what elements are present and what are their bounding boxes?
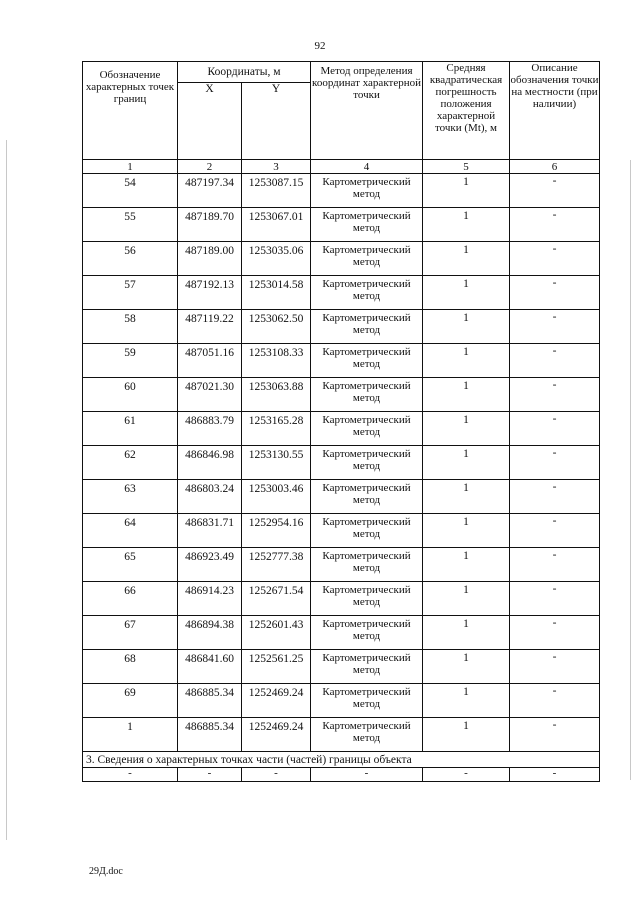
x-coordinate-cell: 487197.34 [178,174,242,208]
y-coordinate-cell: 1253062.50 [242,310,311,344]
error-cell: 1 [423,548,510,582]
section-3-cell: - [178,768,242,782]
section-3-cell: - [83,768,178,782]
y-coordinate-cell: 1252601.43 [242,616,311,650]
point-number-cell: 55 [83,208,178,242]
description-cell: - [510,310,600,344]
table-row [83,242,600,276]
error-cell: 1 [423,616,510,650]
error-cell: 1 [423,650,510,684]
x-coordinate-cell: 486883.79 [178,412,242,446]
page-number: 92 [314,40,326,52]
scan-edge-right [630,160,631,780]
method-cell: Картометрический метод [311,548,423,582]
section-3-cell: - [311,768,423,782]
table-row [83,718,600,752]
x-coordinate-cell: 487189.00 [178,242,242,276]
section-3-cell: - [510,768,600,782]
description-cell: - [510,480,600,514]
header-designation: Обозначение характерных точек границ [83,62,178,160]
method-cell: Картометрический метод [311,480,423,514]
description-cell: - [510,650,600,684]
y-coordinate-cell: 1253063.88 [242,378,311,412]
method-cell: Картометрический метод [311,650,423,684]
method-cell: Картометрический метод [311,446,423,480]
error-cell: 1 [423,276,510,310]
y-coordinate-cell: 1253003.46 [242,480,311,514]
section-3-cell: - [423,768,510,782]
y-coordinate-cell: 1252777.38 [242,548,311,582]
point-number-cell: 63 [83,480,178,514]
error-cell: 1 [423,446,510,480]
point-number-cell: 61 [83,412,178,446]
x-coordinate-cell: 486885.34 [178,718,242,752]
table-body [83,174,600,752]
x-coordinate-cell: 487192.13 [178,276,242,310]
point-number-cell: 65 [83,548,178,582]
table-row [83,310,600,344]
y-coordinate-cell: 1253165.28 [242,412,311,446]
x-coordinate-cell: 487189.70 [178,208,242,242]
description-cell: - [510,242,600,276]
description-cell: - [510,412,600,446]
y-coordinate-cell: 1252469.24 [242,718,311,752]
table-row [83,650,600,684]
point-number-cell: 58 [83,310,178,344]
x-coordinate-cell: 487051.16 [178,344,242,378]
method-cell: Картометрический метод [311,344,423,378]
y-coordinate-cell: 1252671.54 [242,582,311,616]
x-coordinate-cell: 486831.71 [178,514,242,548]
x-coordinate-cell: 486894.38 [178,616,242,650]
point-number-cell: 67 [83,616,178,650]
method-cell: Картометрический метод [311,412,423,446]
table-row [83,548,600,582]
header-coordinates: Координаты, м [178,62,311,83]
method-cell: Картометрический метод [311,514,423,548]
table-row [83,582,600,616]
method-cell: Картометрический метод [311,378,423,412]
header-method: Метод определения координат характерной точки [311,62,423,160]
column-number: 6 [510,160,600,174]
x-coordinate-cell: 486923.49 [178,548,242,582]
column-number: 1 [83,160,178,174]
point-number-cell: 56 [83,242,178,276]
y-coordinate-cell: 1252469.24 [242,684,311,718]
method-cell: Картометрический метод [311,174,423,208]
point-number-cell: 66 [83,582,178,616]
header-x: X [178,83,242,160]
point-number-cell: 62 [83,446,178,480]
error-cell: 1 [423,208,510,242]
section-3-cell: - [242,768,311,782]
method-cell: Картометрический метод [311,582,423,616]
error-cell: 1 [423,514,510,548]
error-cell: 1 [423,412,510,446]
method-cell: Картометрический метод [311,616,423,650]
error-cell: 1 [423,718,510,752]
y-coordinate-cell: 1252561.25 [242,650,311,684]
y-coordinate-cell: 1253035.06 [242,242,311,276]
y-coordinate-cell: 1252954.16 [242,514,311,548]
description-cell: - [510,548,600,582]
table-row [83,208,600,242]
footer-filename: 29Д.doc [89,866,123,877]
error-cell: 1 [423,582,510,616]
point-number-cell: 64 [83,514,178,548]
table-row [83,344,600,378]
description-cell: - [510,582,600,616]
point-number-cell: 57 [83,276,178,310]
column-number: 4 [311,160,423,174]
error-cell: 1 [423,242,510,276]
point-number-cell: 1 [83,718,178,752]
x-coordinate-cell: 486914.23 [178,582,242,616]
description-cell: - [510,684,600,718]
point-number-cell: 59 [83,344,178,378]
y-coordinate-cell: 1253108.33 [242,344,311,378]
header-description: Описание обозначения точки на местности (при наличии) [510,62,600,160]
column-number: 3 [242,160,311,174]
table-row [83,276,600,310]
scan-edge-left [6,140,7,840]
error-cell: 1 [423,378,510,412]
method-cell: Картометрический метод [311,208,423,242]
table-row [83,684,600,718]
x-coordinate-cell: 486885.34 [178,684,242,718]
description-cell: - [510,208,600,242]
point-number-cell: 60 [83,378,178,412]
description-cell: - [510,276,600,310]
column-number: 5 [423,160,510,174]
x-coordinate-cell: 486803.24 [178,480,242,514]
error-cell: 1 [423,310,510,344]
column-number: 2 [178,160,242,174]
description-cell: - [510,514,600,548]
point-number-cell: 54 [83,174,178,208]
table-row [83,378,600,412]
error-cell: 1 [423,480,510,514]
error-cell: 1 [423,684,510,718]
error-cell: 1 [423,174,510,208]
table-row [83,514,600,548]
description-cell: - [510,378,600,412]
description-cell: - [510,174,600,208]
table-row [83,174,600,208]
method-cell: Картометрический метод [311,310,423,344]
method-cell: Картометрический метод [311,242,423,276]
coordinates-table [82,61,600,782]
description-cell: - [510,344,600,378]
description-cell: - [510,446,600,480]
method-cell: Картометрический метод [311,718,423,752]
table-row [83,412,600,446]
method-cell: Картометрический метод [311,276,423,310]
y-coordinate-cell: 1253130.55 [242,446,311,480]
description-cell: - [510,616,600,650]
x-coordinate-cell: 487021.30 [178,378,242,412]
table-row [83,616,600,650]
point-number-cell: 69 [83,684,178,718]
description-cell: - [510,718,600,752]
table-row [83,480,600,514]
table-row [83,446,600,480]
y-coordinate-cell: 1253087.15 [242,174,311,208]
section-3-title: 3. Сведения о характерных точках части (частей) границы объекта [83,752,600,768]
header-error: Средняя квадратическая погрешность положения характерной точки (Mt), м [423,62,510,160]
x-coordinate-cell: 487119.22 [178,310,242,344]
y-coordinate-cell: 1253067.01 [242,208,311,242]
x-coordinate-cell: 486846.98 [178,446,242,480]
x-coordinate-cell: 486841.60 [178,650,242,684]
y-coordinate-cell: 1253014.58 [242,276,311,310]
point-number-cell: 68 [83,650,178,684]
header-y: Y [242,83,311,160]
method-cell: Картометрический метод [311,684,423,718]
error-cell: 1 [423,344,510,378]
